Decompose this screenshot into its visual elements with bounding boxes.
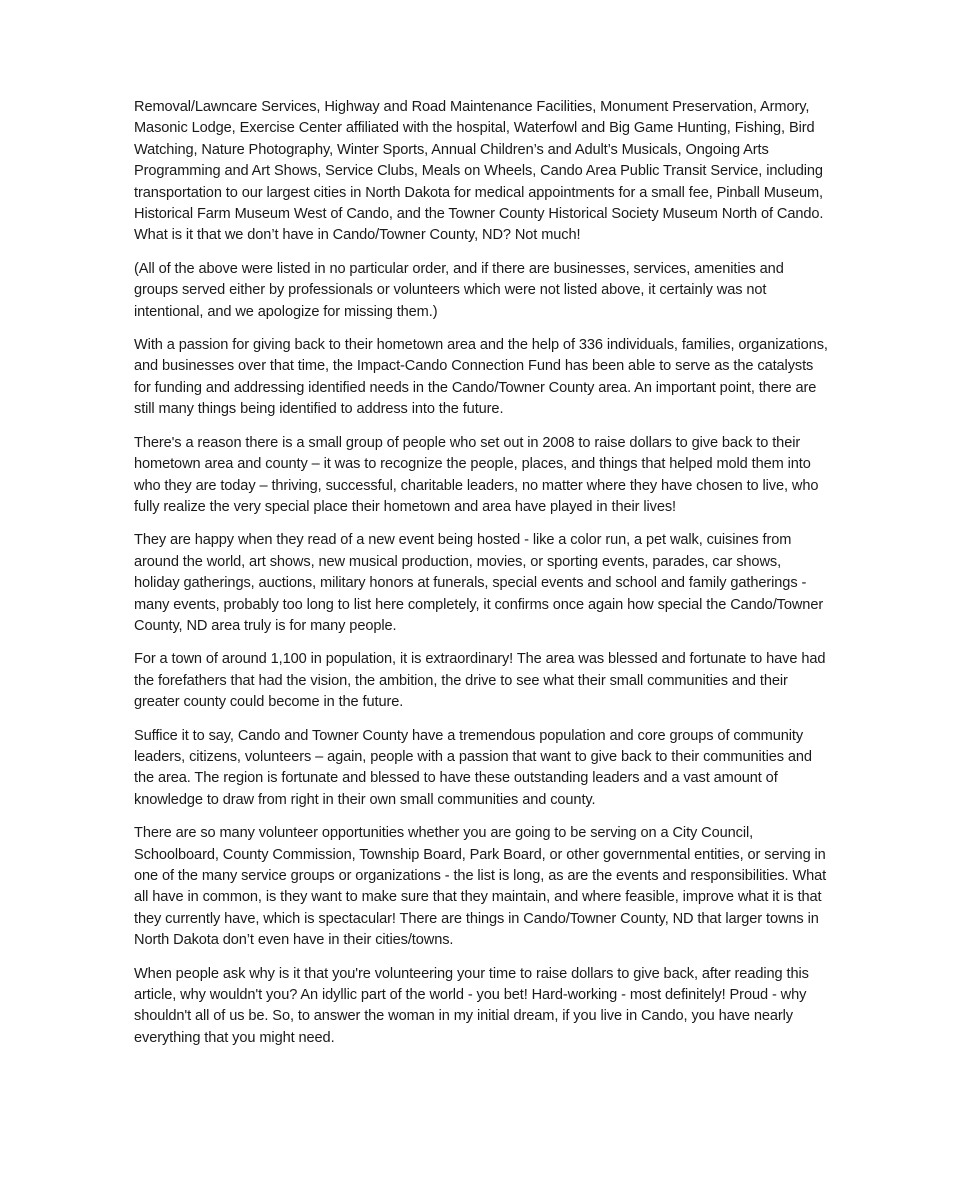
document-body — [134, 97, 830, 1061]
paragraph-population: For a town of around 1,100 in population, it is extraordinary! The area was blessed and fortunate to have had the forefathers that had the vision, the ambition, the drive to see what their small communities and their greater county could become in the future. — [134, 651, 826, 711]
paragraph-conclusion: When people ask why is it that you're volunteering your time to raise dollars to give back, after reading this article, why wouldn't you? An idyllic part of the world - you bet! Hard-working - most definitely! Proud - why shouldn't all of us be. So, to answer the woman in my initial dream, if you live in Cando, you have nearly everything that you might need. — [134, 965, 809, 1046]
paragraph-founding-group: There's a reason there is a small group of people who set out in 2008 to raise dollars to give back to their hometown area and county – it was to recognize the people, places, and things that helped mold them into who they are today – thriving, successful, charitable leaders, no matter where they have chosen to live, who fully realize the very special place their hometown and area have played in their lives! — [134, 434, 819, 515]
paragraph-connection-fund: With a passion for giving back to their hometown area and the help of 336 individuals, families, organizations, and businesses over that time, the Impact-Cando Connection Fund has been able to serve as the catalysts for funding and addressing identified needs in the Cando/Towner County area. An important point, there are still many things being identified to address into the future. — [134, 337, 828, 418]
paragraph-disclaimer: (All of the above were listed in no particular order, and if there are businesses, services, amenities and groups served either by professionals or volunteers which were not listed above, it certainly was not intentional, and we apologize for missing them.) — [134, 260, 784, 320]
paragraph-community-leaders: Suffice it to say, Cando and Towner County have a tremendous population and core groups of community leaders, citizens, volunteers – again, people with a passion that want to give back to their communities and the area. The region is fortunate and blessed to have these outstanding leaders and a vast amount of knowledge to draw from right in their own small communities and county. — [134, 727, 812, 808]
paragraph-amenities-list: Removal/Lawncare Services, Highway and Road Maintenance Facilities, Monument Preservation, Armory, Masonic Lodge, Exercise Center affiliated with the hospital, Waterfowl and Big Game Hunting, Fishing, Bird Watching, Nature Photography, Winter Sports, Annual Children’s and Adult’s Musicals, Ongoing Arts Programming and Art Shows, Service Clubs, Meals on Wheels, Cando Area Public Transit Service, including transportation to our largest cities in North Dakota for medical appointments for a small fee, Pinball Museum, Historical Farm Museum West of Cando, and the Towner County Historical Society Museum North of Cando. What is it that we don’t have in Cando/Towner County, ND? Not much! — [134, 99, 824, 244]
paragraph-events: They are happy when they read of a new event being hosted - like a color run, a pet walk, cuisines from around the world, art shows, new musical production, movies, or sporting events, parades, car shows, holiday gatherings, auctions, military honors at funerals, special events and school and family gatherings - many events, probably too long to list here completely, it confirms once again how special the Cando/Towner County, ND area truly is for many people. — [134, 532, 824, 634]
paragraph-volunteer-opportunities: There are so many volunteer opportunities whether you are going to be serving on a City Council, Schoolboard, County Commission, Township Board, Park Board, or other governmental entities, or serving in one of the many service groups or organizations - the list is long, as are the events and responsibilities. What all have in common, is they want to make sure that they maintain, and where feasible, improve what it is that they currently have, which is spectacular! There are things in Cando/Towner County, ND that larger towns in North Dakota don’t even have in their cities/towns. — [134, 825, 827, 949]
